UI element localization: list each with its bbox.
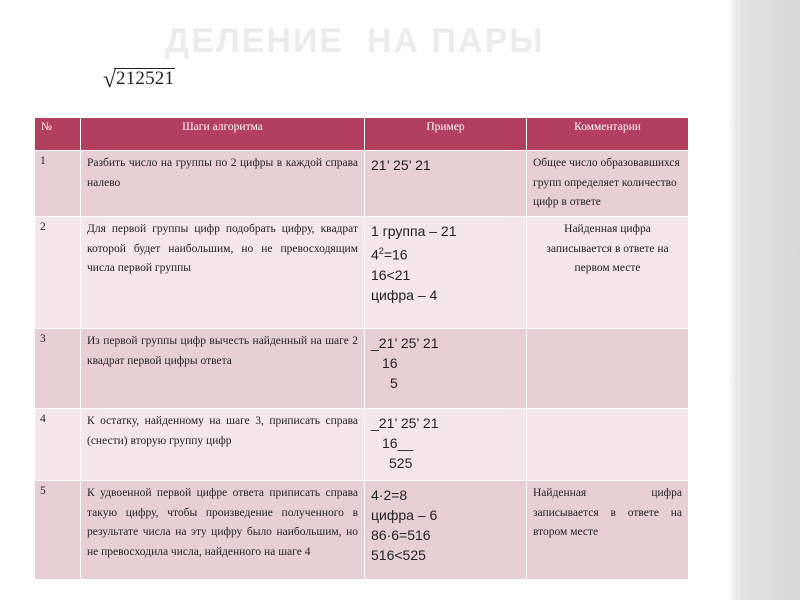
table-row xyxy=(35,481,689,580)
radicand: 212521 xyxy=(116,68,175,89)
example-line xyxy=(371,333,520,353)
example-line: 5 xyxy=(390,375,398,391)
slide-title: ДЕЛЕНИЕ НА ПАРЫ xyxy=(165,22,545,60)
header-number: № xyxy=(35,118,81,151)
example-line: 516<525 xyxy=(371,547,426,563)
example-cell xyxy=(365,151,527,217)
step-text: Для первой группы цифр подобрать цифру, квадрат которой будет наибольшим, но не превосходящим числа первой группы xyxy=(81,217,365,329)
example-line: 16<21 xyxy=(371,266,411,283)
example-line: цифра – 6 xyxy=(371,507,438,523)
table-row xyxy=(35,217,689,329)
row-number: 3 xyxy=(35,329,81,409)
comment-text: Найденная цифра записывается в ответе на втором месте xyxy=(527,481,689,580)
example-result: =16 xyxy=(383,246,408,263)
side-decoration-band xyxy=(738,0,800,600)
table-header-row xyxy=(35,118,689,151)
example-line: 525 xyxy=(389,455,413,471)
step-text: К остатку, найденному на шаге 3, приписать справа (снести) вторую группу цифр xyxy=(81,409,365,481)
comment-text xyxy=(527,409,689,481)
example-cell xyxy=(365,409,527,481)
header-example: Пример xyxy=(365,118,527,151)
comment-text: Общее число образовавшихся групп определяет количество цифр в ответе xyxy=(527,151,689,217)
example-exponent: 2 xyxy=(378,246,384,256)
example-line: 21’ 25’ 21 xyxy=(371,157,431,173)
step-text: К удвоенной первой цифре ответа приписать справа такую цифру, чтобы произведение полученного в результате числа на эту цифру было наибольшим, но не превосходила числа, найденного на шаге 4 xyxy=(81,481,365,580)
example-base: 4 xyxy=(371,246,379,263)
example-line: 1 группа – 21 xyxy=(371,223,457,239)
example-line: 4·2=8 xyxy=(371,487,408,503)
comment-text xyxy=(527,329,689,409)
table-row xyxy=(35,151,689,217)
row-number: 2 xyxy=(35,217,81,329)
step-text: Из первой группы цифр вычесть найденный на шаге 2 квадрат первой цифры ответа xyxy=(81,329,365,409)
example-cell xyxy=(365,481,527,580)
example-dividend: 21’ 25’ 21 xyxy=(378,415,439,431)
example-line: 86·6=516 xyxy=(371,527,431,543)
example-line: цифра – 4 xyxy=(371,286,438,303)
radical-sign-icon: √ xyxy=(103,67,117,93)
table-row xyxy=(35,329,689,409)
row-number: 1 xyxy=(35,151,81,217)
minus-sign: _ xyxy=(371,335,379,351)
row-number: 5 xyxy=(35,481,81,580)
algorithm-table xyxy=(34,117,689,580)
comment-text: Найденная цифра записывается в ответе на первом месте xyxy=(527,217,689,329)
example-line xyxy=(371,413,520,433)
example-line: 16 xyxy=(382,355,398,371)
step-text: Разбить число на группы по 2 цифры в каждой справа налево xyxy=(81,151,365,217)
table-row xyxy=(35,409,689,481)
minus-sign: _ xyxy=(371,415,379,431)
example-cell xyxy=(365,217,527,329)
header-comment: Комментарии xyxy=(527,118,689,151)
example-line xyxy=(371,241,520,265)
row-number: 4 xyxy=(35,409,81,481)
example-cell xyxy=(365,329,527,409)
example-dividend: 21’ 25’ 21 xyxy=(378,335,439,351)
example-line: 16__ xyxy=(382,435,414,451)
header-steps: Шаги алгоритма xyxy=(81,118,365,151)
